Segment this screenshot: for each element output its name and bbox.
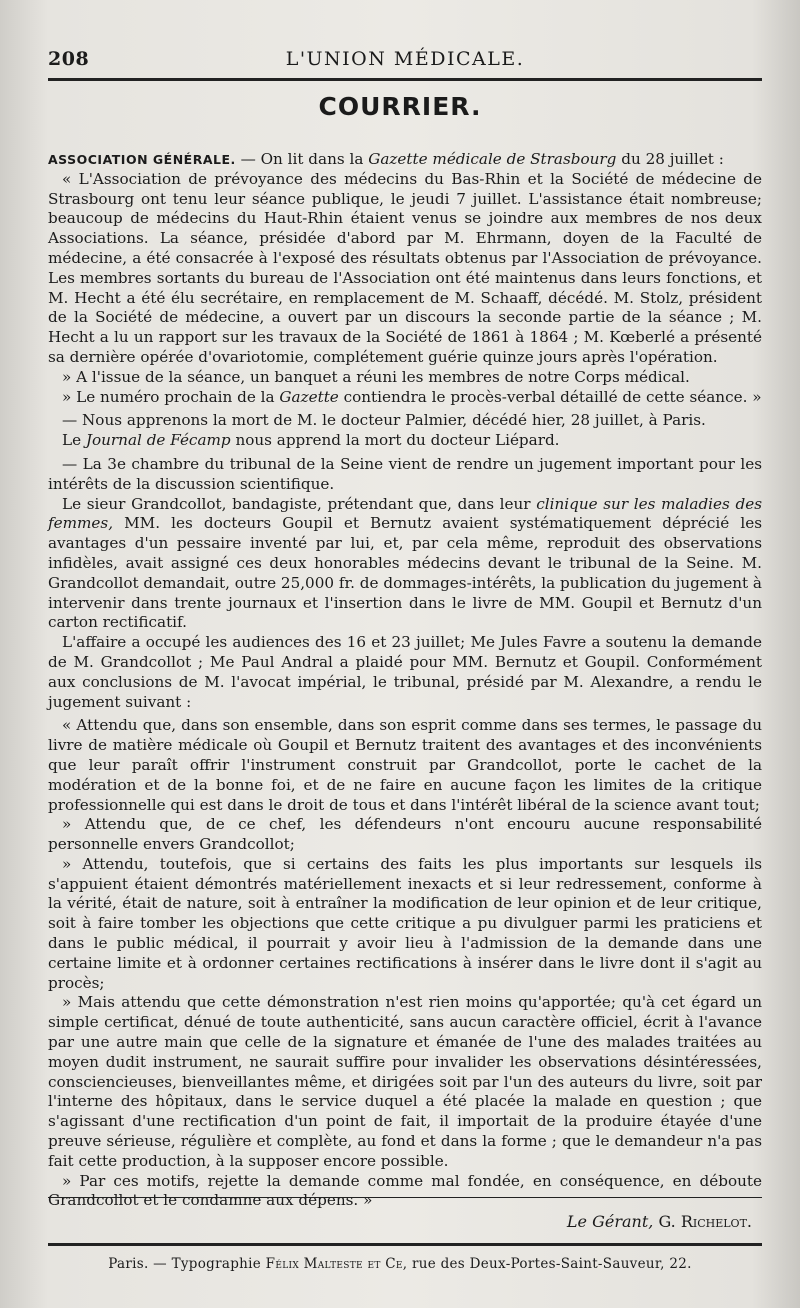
signature-role: Le Gérant, — [566, 1212, 654, 1231]
paragraph-obituary-liepard — [48, 431, 762, 451]
paragraph-text: du 28 juillet : — [616, 150, 724, 168]
paragraph-banquet: » A l'issue de la séance, un banquet a réuni les membres de notre Corps médical. — [62, 367, 690, 386]
paragraph-tribunal: — La 3e chambre du tribunal de la Seine vient de rendre un jugement important pour les intérêts de la discussion scientifique. — [48, 454, 762, 493]
imprint-city: Paris. — Typographie — [108, 1256, 266, 1272]
signature — [567, 1212, 752, 1231]
imprint-address: rue des Deux-Portes-Saint-Sauveur, 22. — [407, 1256, 692, 1272]
section-title: COURRIER. — [318, 92, 482, 121]
running-title: L'UNION MÉDICALE. — [285, 48, 525, 70]
paragraph-judgment-4: » Mais attendu que cette démonstration n'est rien moins qu'apportée; qu'à cet égard un simple certificat, dénué de toute authenticité, sans aucun caractère officiel, écrit à l'avance par une autre main que celle de la signature et émanée de l'une des malades traitées au moyen dudit instrument, ne saurait suffire pour invalider les observations désintéressées, consciencieuses, bienveillantes même, et dirigées soit par l'un des auteurs du livre, soit par l'interne des hôpitaux, dans le service duquel a été placée la malade en question ; que s'agissant d'une rectification d'un point de fait, il importait de la produire étayée d'une preuve sérieuse, régulière et complète, au fond et dans la forme ; que le demandeur n'a pas fait cette production, à la supposer encore possible. — [48, 993, 762, 1170]
signature-rule — [48, 1197, 762, 1198]
page-header — [48, 44, 762, 74]
paragraph-judgment-1: « Attendu que, dans son ensemble, dans son esprit comme dans ses termes, le passage du livre de matière médicale où Goupil et Bernutz traitent des avantages et des inconvénients que leur paraît offrir l'instrument construit par Grandcollot, porte le cachet de la modération et de la bonne foi, et de ne faire en aucune façon les limites de la critique professionnelle qui est dans le droit de tous et dans l'intérêt libéral de la science avant tout; — [48, 716, 762, 814]
paragraph-text: nous apprend la mort du docteur Liépard. — [230, 431, 560, 450]
paragraph-text: Le — [62, 431, 86, 450]
paragraph-meeting-report: « L'Association de prévoyance des médecins du Bas-Rhin et la Société de médecine de Strasbourg ont tenu leur séance publique, le jeudi 7 juillet. L'assistance était nombreuse; beaucoup de médecins du Haut-Rhin étaient venus se joindre aux membres de nos deux Associations. La séance, présidée d'abord par M. Ehrmann, doyen de la Faculté de médecine, a été consacrée à l'exposé des résultats obtenus par l'Association de prévoyance. Les membres sortants du bureau de l'Association ont été maintenus dans leurs fonctions, et M. Hecht a été élu secrétaire, en remplacement de M. Schaaff, décédé. M. Stolz, président de la Société de médecine, a ouvert par un discours la seconde partie de la séance ; M. Hecht a lu un rapport sur les travaux de la Société de 1861 à 1864 ; M. Kœberlé a présenté sa dernière opérée d'ovariotomie, complétement guérie quinze jours après l'opération. — [48, 169, 762, 366]
header-rule — [48, 78, 762, 81]
paragraph-next-issue — [48, 388, 762, 408]
paragraph-text: — On lit dans la — [235, 150, 369, 168]
paragraph-grandcollot — [48, 495, 762, 634]
paragraph-text: » Le numéro prochain de la — [62, 387, 280, 406]
page-number: 208 — [48, 48, 90, 70]
journal-title: Gazette médicale de Strasbourg — [368, 150, 617, 168]
footer-rule — [48, 1243, 762, 1246]
paragraph-text: MM. les docteurs Goupil et Bernutz avaient systématiquement déprécié les avantages d'un pessaire inventé par lui, et, par cela même, reproduit des observations infidèles, avait assigné ces deux honorables médecins devant le tribunal de la Seine. M. Grandcollot demandait, outre 25,000 fr. de dommages-intérêts, la publication du jugement à intervenir dans trente journaux et l'insertion dans le livre de MM. Goupil et Bernutz d'un carton rectificatif. — [48, 514, 762, 632]
article-body — [48, 150, 762, 1211]
journal-title: Gazette — [279, 387, 339, 406]
paragraph-judgment-3: » Attendu, toutefois, que si certains des faits les plus importants sur lesquels ils s'appuient étaient démontrés matériellement inexacts et si leur redressement, conforme à la vérité, était de nature, soit à entraîner la modification de leur opinion et de leur critique, soit à faire tomber les objections que cette critique a pu divulguer parmi les praticiens et dans le public médical, il pourrait y avoir lieu à l'admission de la demande dans une certaine limite et à ordonner certaines rectifications à insérer dans le livre dont il s'agit au procès; — [48, 854, 762, 992]
signature-name: G. Richelot. — [658, 1212, 752, 1231]
rubric-heading: ASSOCIATION GÉNÉRALE. — [48, 152, 236, 167]
paragraph-judgment-5: » Par ces motifs, rejette la demande comme mal fondée, en conséquence, en déboute Grandcollot et le condamne aux dépens. » — [48, 1171, 762, 1210]
paragraph-judgment-2: » Attendu que, de ce chef, les défendeurs n'ont encouru aucune responsabilité personnelle envers Grandcollot; — [48, 815, 762, 854]
imprint-printer: Félix Malteste et Ce, — [265, 1256, 408, 1272]
paragraph-association — [48, 150, 762, 170]
work-title: clinique sur les maladies des femmes, — [48, 494, 762, 533]
journal-title: Journal de Fécamp — [85, 431, 231, 450]
paragraph-hearings: L'affaire a occupé les audiences des 16 et 23 juillet; Me Jules Favre a soutenu la demande de M. Grandcollot ; Me Paul Andral a plaidé pour MM. Bernutz et Goupil. Conformément aux conclusions de M. l'avocat impérial, le tribunal, présidé par M. Alexandre, a rendu le jugement suivant : — [48, 633, 762, 711]
paragraph-text: Le sieur Grandcollot, bandagiste, prétendant que, dans leur — [62, 494, 537, 513]
paragraph-text: contiendra le procès-verbal détaillé de cette séance. » — [338, 387, 762, 406]
paragraph-obituary-palmier: — Nous apprenons la mort de M. le docteur Palmier, décédé hier, 28 juillet, à Paris. — [62, 411, 706, 430]
printer-imprint — [0, 1256, 800, 1272]
